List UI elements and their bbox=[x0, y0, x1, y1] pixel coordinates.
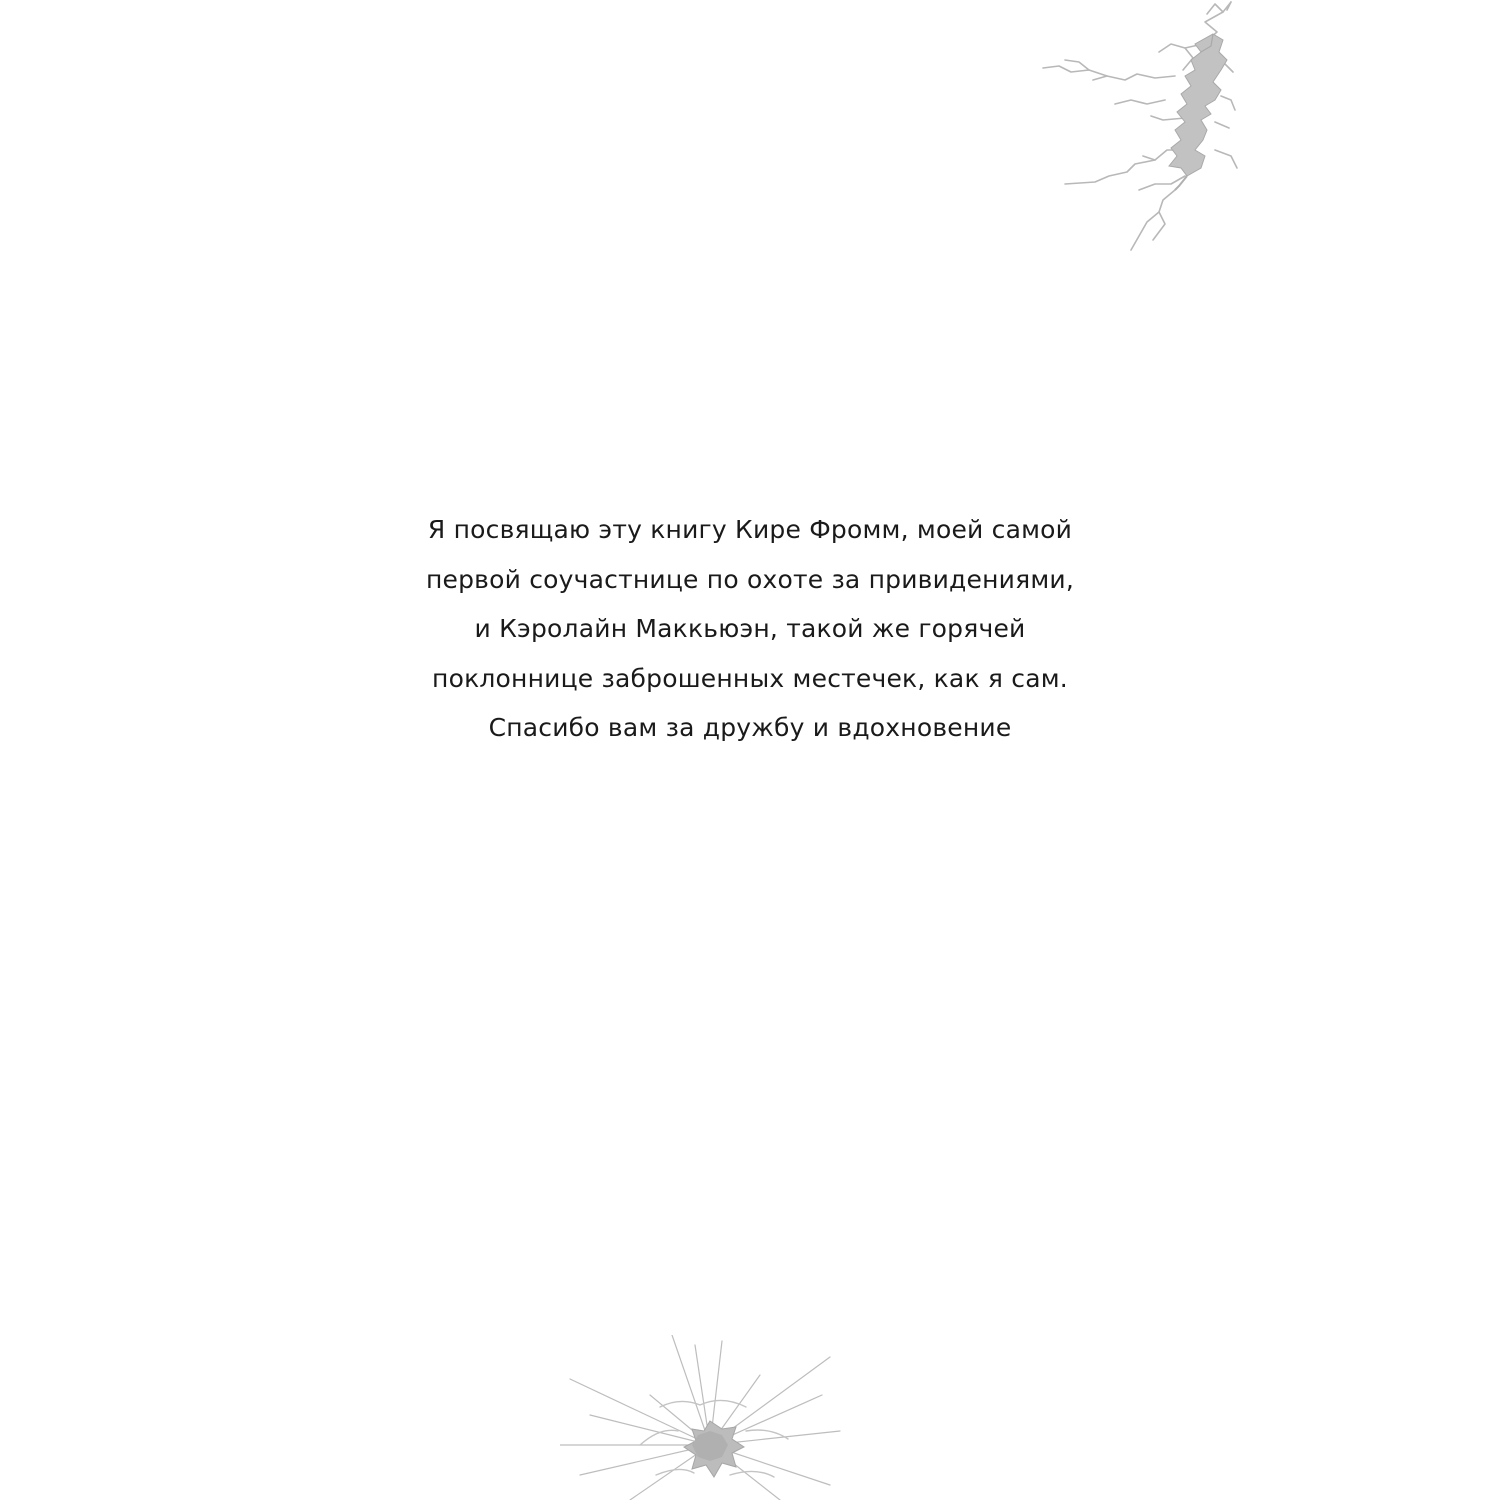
dedication-text bbox=[300, 505, 1200, 753]
dedication-line-3: и Кэролайн Маккьюэн, такой же горячей bbox=[474, 614, 1026, 643]
dedication-line-5: Спасибо вам за дружбу и вдохновение bbox=[488, 713, 1012, 742]
shattered-glass-icon bbox=[560, 1335, 850, 1500]
dedication-line-1: Я посвящаю эту книгу Кире Фромм, моей самой bbox=[427, 515, 1073, 544]
dedication-line-2: первой соучастнице по охоте за привидениями, bbox=[425, 564, 1074, 594]
wall-crack-icon bbox=[1035, 0, 1240, 255]
dedication-line-4: поклоннице заброшенных местечек, как я сам. bbox=[432, 663, 1068, 693]
